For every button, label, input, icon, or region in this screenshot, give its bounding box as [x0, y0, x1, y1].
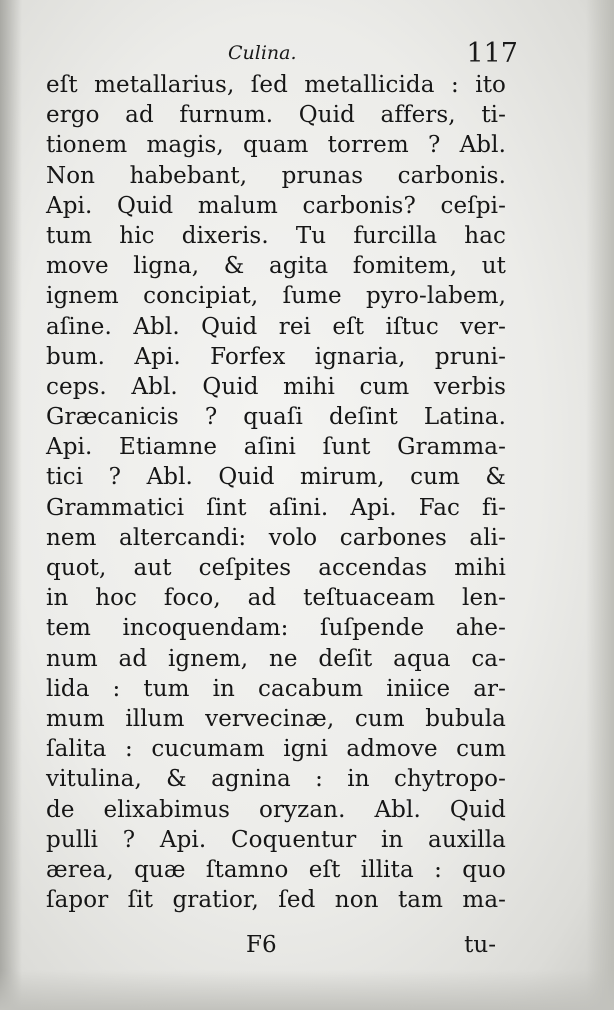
text-line: ſalita : cucumam igni admove cum — [46, 736, 506, 763]
text-line: num ad ignem, ne deſit aqua ca- — [46, 645, 506, 672]
text-line: ærea, quæ ſtamno eſt illita : quo — [46, 856, 506, 883]
text-line: tici ? Abl. Quid mirum, cum & — [46, 464, 506, 491]
text-line: Api. Quid malum carbonis? ceſpi- — [46, 192, 506, 219]
text-line: Api. Etiamne aſini ſunt Gramma- — [46, 434, 506, 461]
page-edge-shadow-left — [0, 0, 22, 1010]
text-line: ſapor ſit gratior, ſed non tam ma- — [46, 887, 506, 914]
text-line: tionem magis, quam torrem ? Abl. — [46, 132, 506, 159]
page-header — [48, 40, 518, 72]
text-line: Grammatici ſint aſini. Api. Fac fi- — [46, 494, 506, 521]
text-line: mum illum vervecinæ, cum bubula — [46, 705, 506, 732]
text-line: aſine. Abl. Quid rei eſt iſtuc ver- — [46, 313, 506, 340]
text-line: quot, aut ceſpites accendas mihi — [46, 555, 506, 581]
page-footer — [46, 932, 506, 966]
text-line: ceps. Abl. Quid mihi cum verbis — [46, 373, 506, 400]
body-text — [46, 70, 506, 915]
running-title: Culina. — [228, 42, 297, 64]
text-line: move ligna, & agita fomitem, ut — [46, 253, 506, 280]
text-line: nem altercandi: volo carbones ali- — [46, 524, 506, 551]
catchword: tu- — [464, 932, 496, 958]
text-line: tem incoquendam: ſuſpende ahe- — [46, 615, 506, 642]
text-line: lida : tum in cacabum iniice ar- — [46, 675, 506, 702]
signature-mark: F6 — [246, 932, 277, 958]
text-line: ergo ad furnum. Quid affers, ti- — [46, 102, 506, 129]
text-line: ignem concipiat, ſume pyro-labem, — [46, 283, 506, 310]
text-line: in hoc foco, ad teſtuaceam len- — [46, 585, 506, 612]
text-line: de elixabimus oryzan. Abl. Quid — [46, 796, 506, 823]
page-number: 117 — [466, 38, 518, 69]
text-line: tum hic dixeris. Tu furcilla hac — [46, 222, 506, 249]
page-edge-shadow-bottom — [0, 970, 614, 1010]
page-edge-shadow-right — [586, 0, 614, 1010]
text-line: vitulina, & agnina : in chytropo- — [46, 766, 506, 793]
text-line: Non habebant, prunas carbonis. — [46, 162, 506, 189]
text-line: bum. Api. Forfex ignaria, pruni- — [46, 343, 506, 370]
text-line: Græcanicis ? quaſi deſint Latina. — [46, 404, 506, 431]
text-line: eſt metallarius, ſed metallicida : ito — [46, 72, 506, 98]
text-line: pulli ? Api. Coquentur in auxilla — [46, 826, 506, 853]
